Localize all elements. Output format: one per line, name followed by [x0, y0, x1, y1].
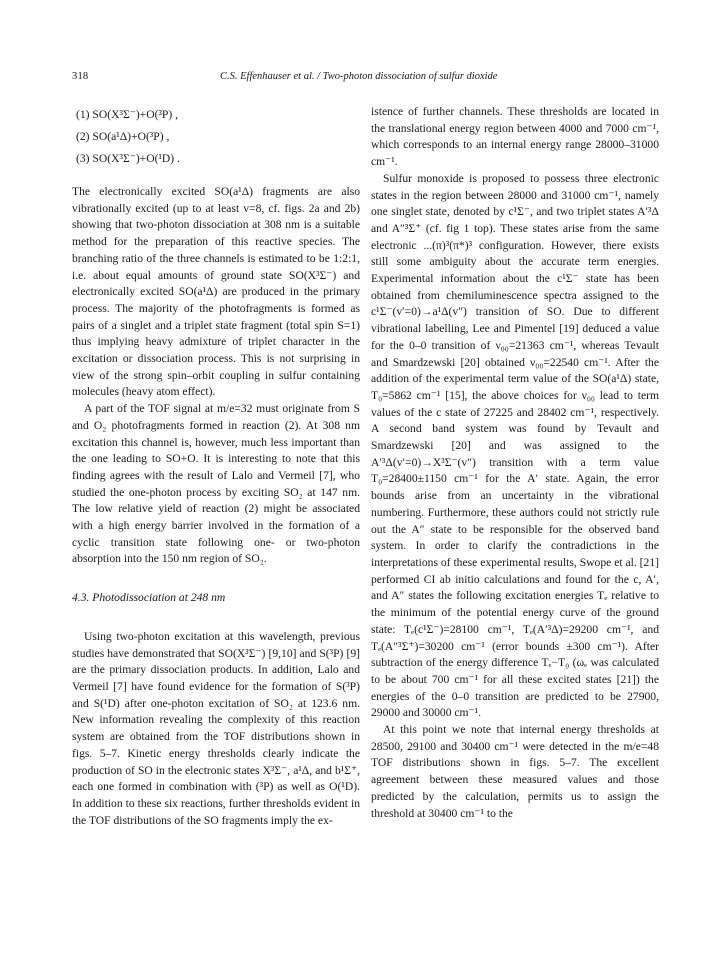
paragraph: A part of the TOF signal at m/e=32 must originate from S and O₂ photofragments formed in reaction (2). At 308 nm excitation this channel is, however, much less important than the one leading to SO+O. It is interesting to note that this finding agrees with the result of Lalo and Vermeil [7], who studied the one-photon process by exciting SO₂ at 147 nm. The low relative yield of reaction (2) might be associated with a high energy barrier involved in the formation of a cyclic transition state following one- or two-photon absorption into the 150 nm region of SO₂. — [72, 402, 360, 566]
left-column — [72, 104, 360, 829]
reaction-2: (2) SO(a¹Δ)+O(³P) , — [76, 130, 170, 143]
running-title: C.S. Effenhauser et al. / Two-photon dissociation of sulfur dioxide — [220, 71, 498, 82]
paragraph: The electronically excited SO(a¹Δ) fragments are also vibrationally excited (up to at least v=8, cf. figs. 2a and 2b) showing that two-photon dissociation at 308 nm is a suitable method for the preparation of this reactive species. The branching ratio of the three channels is estimated to be 1:2:1, i.e. about equal amounts of ground state SO(X³Σ⁻) and electronically excited SO(a¹Δ) are produced in the primary process. The majority of the photofragments is formed as pairs of a singlet and a triplet state fragment (total spin S=1) thus implying heavy admixture of triplet character in the excitation or dissociation process. This is not surprising in view of the strong spin–orbit coupling in sulfur containing molecules (heavy atom effect). — [72, 185, 360, 399]
paragraph: Sulfur monoxide is proposed to possess three electronic states in the region between 28000 and 31000 cm⁻¹, namely one singlet state, denoted by c¹Σ⁻, and two triplet states A′³Δ and A″³Σ⁺ (cf. fig 1 top). These states arise from the same electronic ...(π)³(π*)³ configuration. However, there exists still some ambiguity about the accurate term energies. Experimental information about the c¹Σ⁻ state has been obtained from chemiluminescence spectra assigned to the c¹Σ⁻(v′=0)→a¹Δ(v″) transition of SO. Due to different vibrational labelling, Lee and Pimentel [19] deduced a value for the 0–0 transition of ν₀₀=21363 cm⁻¹, whereas Tevault and Smardzewski [20] obtained ν₀₀=22540 cm⁻¹. After the addition of the experimental term value of the SO(a¹Δ) state, T₀=5862 cm⁻¹ [15], the above choices for ν₀₀ lead to term values of the c state of 27225 and 28402 cm⁻¹, respectively. A second band system was found by Tevault and Smardzewski [20] and was assigned to the A′³Δ(v′=0)→X³Σ⁻(v″) transition with a term value T₀=28400±1150 cm⁻¹ for the A′ state. Again, the error bounds arise from an uncertainty in the vibrational numbering. Furthermore, these authors could not strictly rule out the A″ state to be responsible for the observed band system. In order to clarify the contradictions in the interpretations of these experimental results, Swope et al. [21] performed CI ab initio calculations and found for the c, A′, and A″ states the following excitation energies Tₑ relative to the minimum of the potential energy curve of the ground state: Tₑ(c¹Σ⁻)=28100 cm⁻¹, Tₑ(A′³Δ)=29200 cm⁻¹, and Tₑ(A″³Σ⁺)=30200 cm⁻¹ (error bounds ±300 cm⁻¹). After subtraction of the energy difference Tₑ−T₀ (ωₑ was calculated to be about 700 cm⁻¹ for all these excited states [21]) the energies of the 0–0 transition are predicted to be 27900, 29000 and 30000 cm⁻¹. — [371, 171, 659, 720]
page-number: 318 — [72, 71, 89, 82]
paragraph: Using two-photon excitation at this wavelength, previous studies have demonstrated that SO(X³Σ⁻) [9,10] and S(³P) [9] are the primary dissociation products. In addition, Lalo and Vermeil [7] have found evidence for the formation of S(³P) and S(¹D) after one-photon excitation of SO₂ at 123.6 nm. New information revealing the complexity of this reaction system are obtained from the TOF distributions shown in figs. 5–7. Kinetic energy thresholds clearly indicate the production of SO in the electronic states X³Σ⁻, a¹Δ, and b¹Σ⁺, each one formed in combination with (³P) as well as O(¹D). In addition to these six reactions, further thresholds evident in the TOF distributions of the SO fragments imply the ex- — [72, 629, 360, 827]
paragraph: istence of further channels. These thresholds are located in the translational energy region between 4000 and 7000 cm⁻¹, which corresponds to an internal energy range 28000–31000 cm⁻¹. — [371, 105, 659, 169]
reaction-3: (3) SO(X³Σ⁻)+O(¹D) . — [76, 152, 180, 165]
paragraph: At this point we note that internal energy thresholds at 28500, 29100 and 30400 cm⁻¹ were detected in the m/e=48 TOF distributions shown in figs. 5–7. The excellent agreement between these measured values and those predicted by the calculation, permits us to assign the threshold at 30400 cm⁻¹ to the — [371, 723, 659, 820]
right-column — [371, 104, 659, 822]
reaction-1: (1) SO(X³Σ⁻)+O(³P) , — [76, 108, 179, 121]
section-heading: 4.3. Photodissociation at 248 nm — [72, 591, 226, 605]
